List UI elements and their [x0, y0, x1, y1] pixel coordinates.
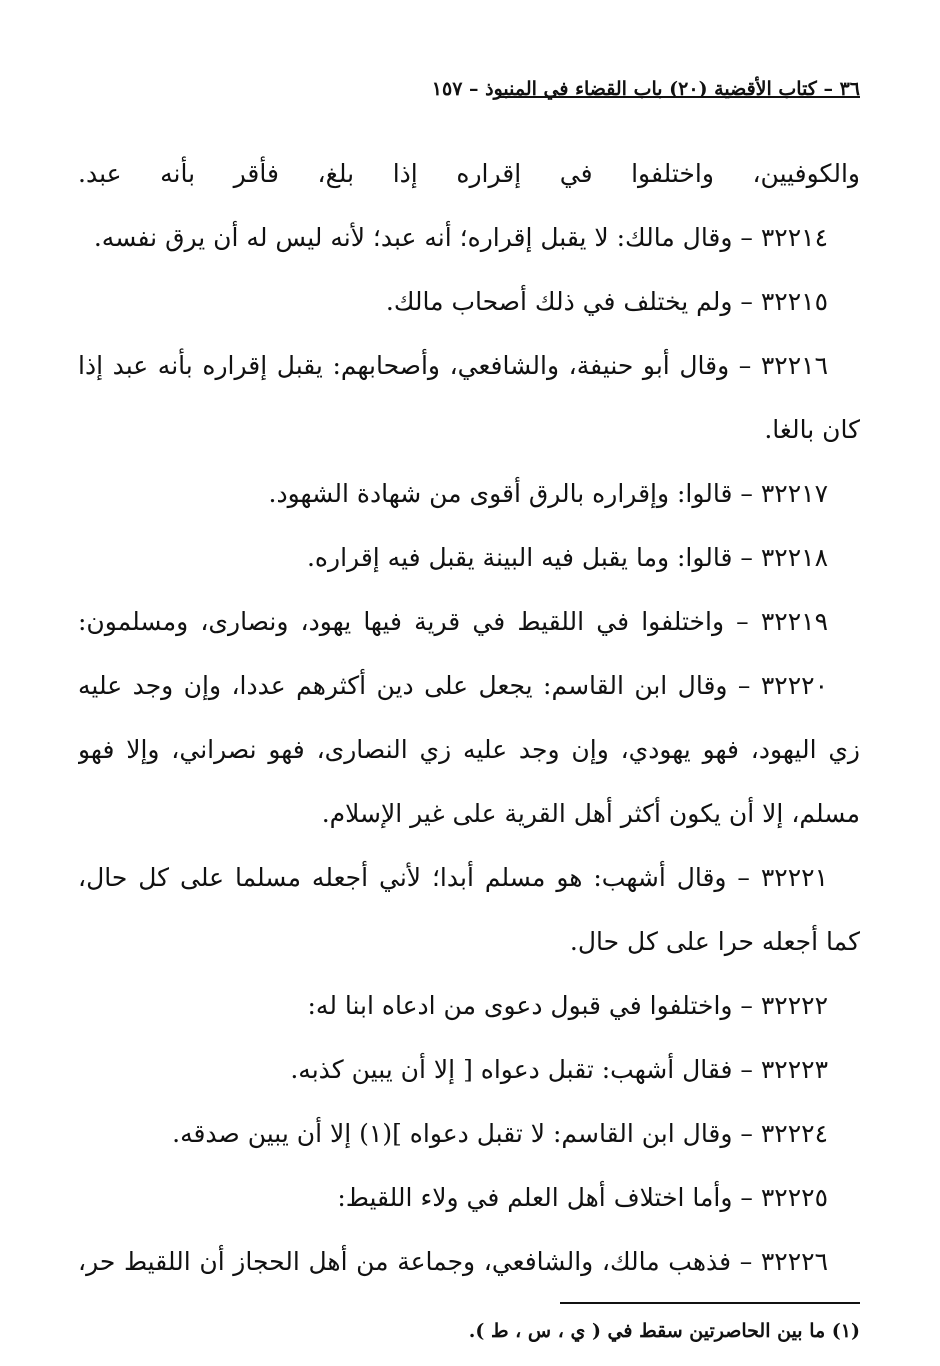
paragraph-32225: ٣٢٢٢٥ – وأما اختلاف أهل العلم في ولاء اللقيط:	[337, 1183, 828, 1212]
text-line: والكوفيين، واختلفوا في إقراره إذا بلغ، فأقر بأنه عبد.	[78, 159, 860, 188]
paragraph-32226: ٣٢٢٢٦ – فذهب مالك، والشافعي، وجماعة من أهل الحجاز أن اللقيط حر،	[78, 1247, 828, 1276]
footnote-rule	[560, 1302, 860, 1304]
paragraph-32218: ٣٢٢١٨ – قالوا: وما يقبل فيه البينة يقبل فيه إقراره.	[306, 543, 828, 572]
paragraph-32215: ٣٢٢١٥ – ولم يختلف في ذلك أصحاب مالك.	[385, 287, 828, 316]
footnote: (١) ما بين الحاصرتين سقط في ( ي ، س ، ط ).	[468, 1320, 860, 1342]
text-line: مسلم، إلا أن يكون أكثر أهل القرية على غير الإسلام.	[321, 799, 860, 828]
paragraph-32216: ٣٢٢١٦ – وقال أبو حنيفة، والشافعي، وأصحابهم: يقبل إقراره بأنه عبد إذا	[78, 351, 828, 380]
paragraph-32219: ٣٢٢١٩ – واختلفوا في اللقيط في قرية فيها يهود، ونصارى، ومسلمون:	[78, 607, 828, 636]
paragraph-32220: ٣٢٢٢٠ – وقال ابن القاسم: يجعل على دين أكثرهم عددا، وإن وجد عليه	[78, 671, 828, 700]
body-text	[78, 142, 860, 1294]
text-line: زي اليهود، فهو يهودي، وإن وجد عليه زي النصارى، فهو نصراني، وإلا فهو	[78, 735, 860, 764]
paragraph-32214: ٣٢٢١٤ – وقال مالك: لا يقبل إقراره؛ أنه عبد؛ لأنه ليس له أن يرق نفسه.	[93, 223, 828, 252]
paragraph-32221: ٣٢٢٢١ – وقال أشهب: هو مسلم أبدا؛ لأني أجعله مسلما على كل حال،	[78, 863, 828, 892]
text-line: كان بالغا.	[764, 415, 860, 444]
paragraph-32222: ٣٢٢٢٢ – واختلفوا في قبول دعوى من ادعاه ابنا له:	[307, 991, 828, 1020]
text-line: كما أجعله حرا على كل حال.	[569, 927, 860, 956]
paragraph-32224: ٣٢٢٢٤ – وقال ابن القاسم: لا تقبل دعواه ](١) إلا أن يبين صدقه.	[172, 1119, 828, 1148]
paragraph-32217: ٣٢٢١٧ – قالوا: وإقراره بالرق أقوى من شهادة الشهود.	[268, 479, 828, 508]
paragraph-32223: ٣٢٢٢٣ – فقال أشهب: تقبل دعواه [ إلا أن يبين كذبه.	[290, 1055, 828, 1084]
header-rule	[500, 96, 860, 98]
running-head: ٣٦ – كتاب الأقضية (٢٠) باب القضاء في المنبوذ – ١٥٧	[431, 78, 860, 100]
